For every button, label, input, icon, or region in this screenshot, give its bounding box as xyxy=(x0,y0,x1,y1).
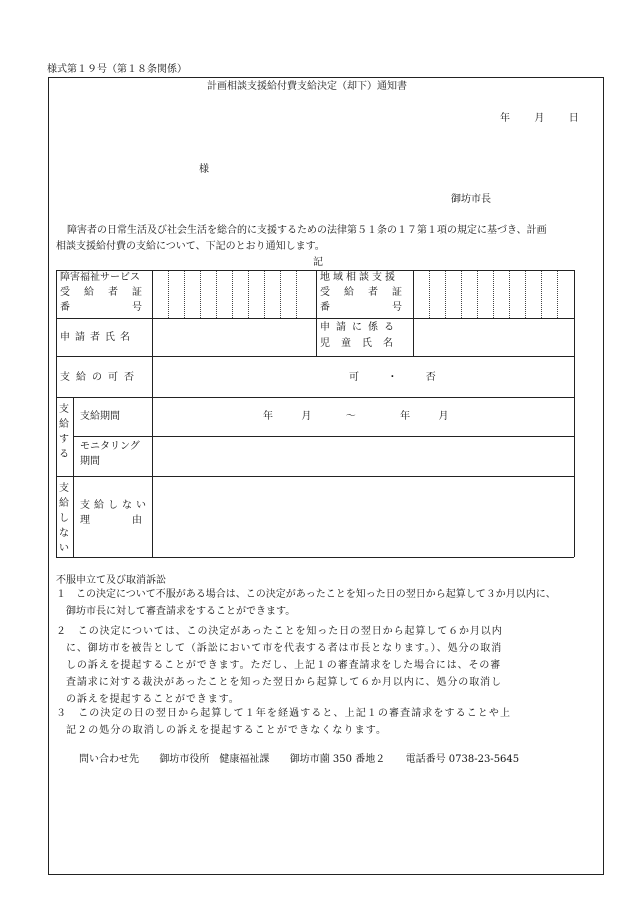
appeal-item-2-line4: 査請求に対する裁決があったことを知った翌日から起算して６か月以内に、処分の取消し xyxy=(66,677,502,688)
intro-line-2: 相談支援給付費の支給について、下記のとおり通知します。 xyxy=(56,241,325,252)
appeal-item-1-line1: １ この決定について不服がある場合は、この決定があったことを知った日の翌日から起算して３か月以内に、 xyxy=(56,589,556,600)
intro-line-1: 障害者の日常生活及び社会生活を総合的に支援するための法律第５１条の１７第１項の規定に基づき、計画 xyxy=(67,225,547,236)
date-month: 月 xyxy=(534,113,545,124)
cert-label xyxy=(60,272,204,314)
approved-side-label: 支給する xyxy=(59,404,69,460)
approval-no: 否 xyxy=(425,372,436,383)
contact-label: 問い合わせ先 xyxy=(79,754,139,765)
contact-phone: 電話番号 0738-23-5645 xyxy=(405,754,520,765)
reason-label xyxy=(80,500,184,527)
appeal-heading: 不服申立て及び取消訴訟 xyxy=(56,575,166,586)
applicant-label: 申請者氏名 xyxy=(60,332,135,343)
appeal-item-1 xyxy=(56,586,556,620)
reason-label-line1: 支給しない xyxy=(80,500,150,511)
center-label-line1: 地域相談支援 xyxy=(320,272,398,283)
period-label: 支給期間 xyxy=(80,411,120,422)
recipient-suffix: 様 xyxy=(199,164,209,175)
approval-label: 支給の可否 xyxy=(60,372,140,383)
date-year: 年 xyxy=(500,113,510,124)
center-label-line2: 受給者証 xyxy=(320,287,416,298)
appeal-item-1-line2: 御坊市長に対して審査請求をすることができます。 xyxy=(66,606,296,617)
appeal-item-2-line1: ２ この決定については、この決定があったことを知った日の翌日から起算して６か月以内 xyxy=(56,626,503,637)
appeal-item-2-line5: の訴えを提起することができます。 xyxy=(66,694,240,705)
approval-dot: ・ xyxy=(387,372,398,383)
contact-line xyxy=(79,754,519,766)
approval-options xyxy=(349,372,436,384)
monitoring-label xyxy=(80,441,140,468)
period-from-year: 年 xyxy=(263,411,273,422)
appeal-item-2-line2: に、御坊市を被告として（訴訟において市を代表する者は市長となります。）、処分の取消 xyxy=(66,643,503,654)
contact-address: 御坊市薗 350 番地２ xyxy=(289,754,386,765)
appeal-item-3-line1: ３ この決定の日の翌日から起算して１年を経過すると、上記１の審査請求をすることや上 xyxy=(56,708,512,719)
appeal-item-3-line2: 記２の処分の取消しの訴えを提起することができなくなります。 xyxy=(66,725,388,736)
cert-label-line3: 番号 xyxy=(60,302,204,313)
reason-label-line2: 理由 xyxy=(80,515,184,526)
appeal-item-2 xyxy=(56,623,503,708)
cert-label-line1: 障害福祉サービス xyxy=(60,272,140,283)
denied-side-label: 支給しない xyxy=(59,483,69,554)
child-label-line2: 児童氏名 xyxy=(320,338,404,349)
center-label xyxy=(320,272,464,314)
child-label xyxy=(320,322,404,350)
appeal-item-3 xyxy=(56,705,511,739)
approval-yes: 可 xyxy=(349,372,359,383)
date-line xyxy=(500,113,579,125)
date-day: 日 xyxy=(568,113,579,124)
appeal-item-2-line3: しの訴えを提起することができます。ただし、上記１の審査請求をした場合には、その審 xyxy=(66,660,502,671)
period-to-month: 月 xyxy=(438,411,449,422)
period-tilde: ～ xyxy=(345,411,356,422)
center-label-line3: 番号 xyxy=(320,302,464,313)
monitoring-label-line1: モニタリング xyxy=(80,441,140,452)
cert-label-line2: 受給者証 xyxy=(60,287,156,298)
period-from-month: 月 xyxy=(301,411,312,422)
period-to-year: 年 xyxy=(400,411,411,422)
issuer: 御坊市長 xyxy=(451,194,491,205)
child-label-line1: 申請に係る xyxy=(320,322,400,333)
document-title: 計画相談支援給付費支給決定（却下）通知書 xyxy=(207,81,407,92)
form-number: 様式第１９号（第１８条関係） xyxy=(47,64,187,75)
monitoring-label-line2: 期間 xyxy=(80,456,100,467)
contact-office: 御坊市役所 健康福祉課 xyxy=(159,754,270,765)
ki-label: 記 xyxy=(313,257,323,268)
period-values xyxy=(263,411,449,423)
